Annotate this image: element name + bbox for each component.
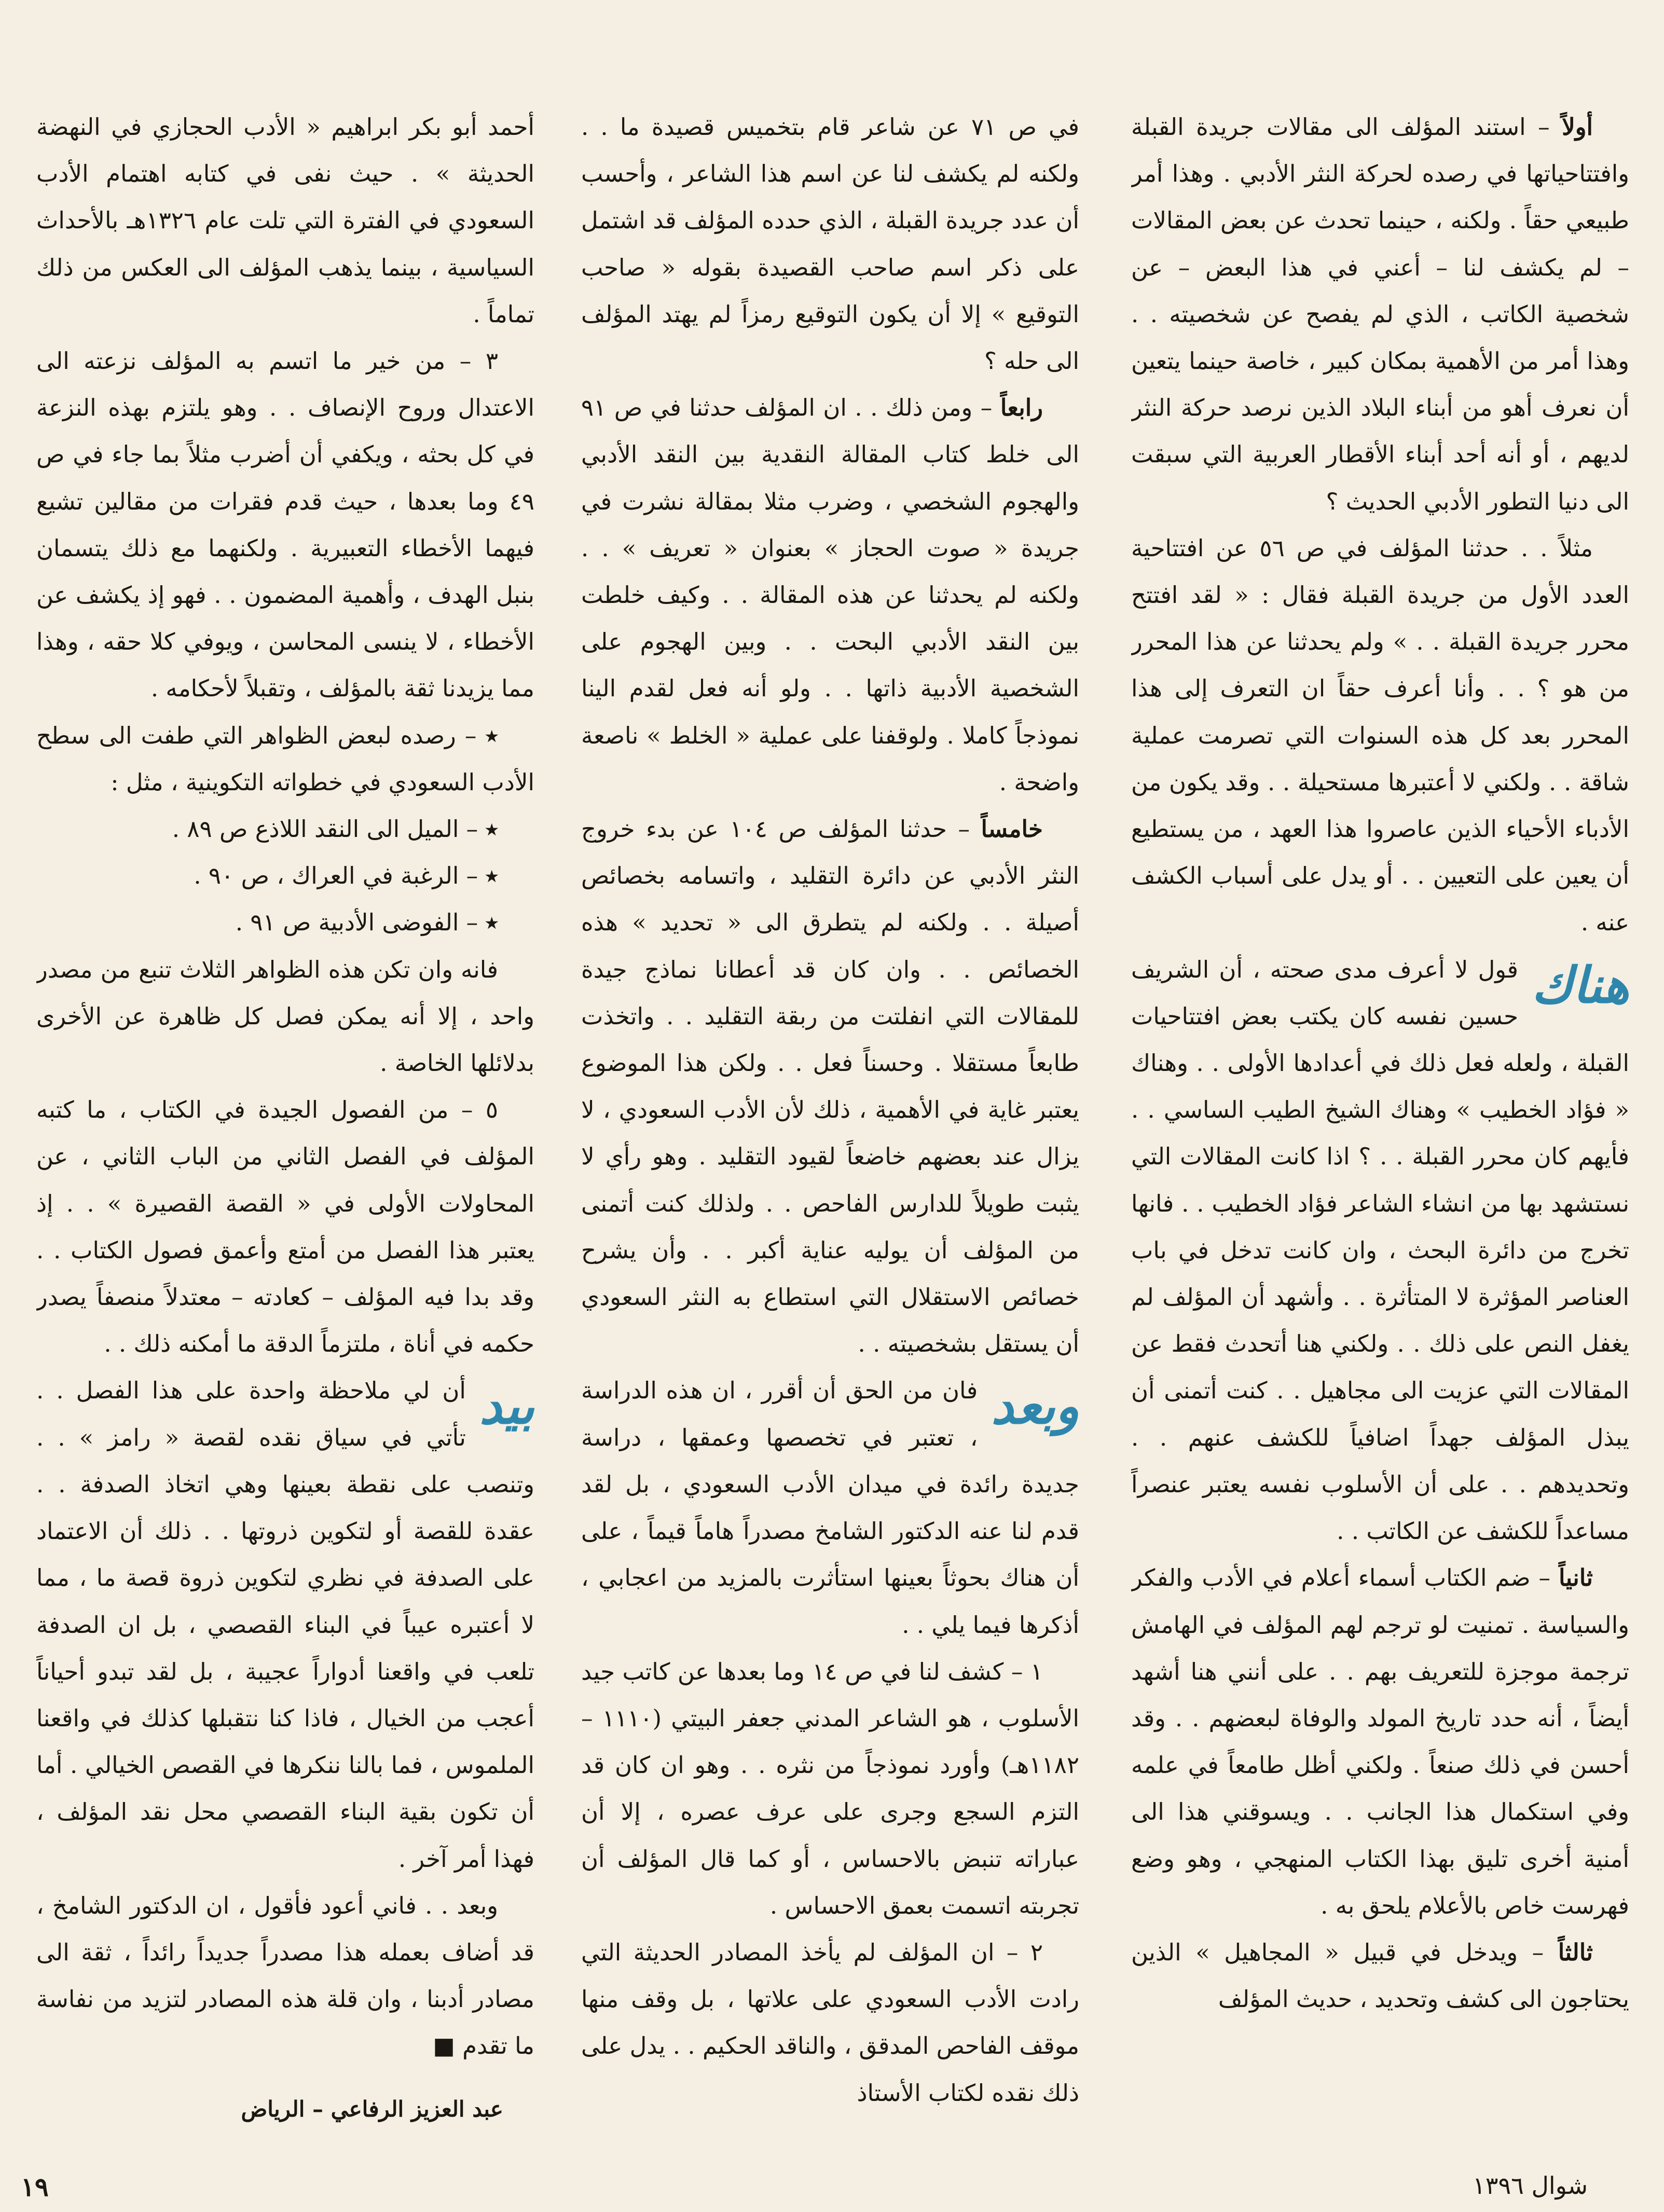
paragraph-text: ٥ – من الفصول الجيدة في الكتاب ، ما كتبه المؤلف في الفصل الثاني من الباب الثاني ، عن المحاولات الأولى في « القصة القصيرة » . . إذ يعتبر هذا الفصل من أمتع وأعمق فصول الكتاب . . وقد بدا فيه المؤلف – كعادته – معتدلاً منصفاً يصدر حكمه في أناة ، ملتزماً الدقة ما أمكنه ذلك . . [36, 1096, 534, 1358]
paragraph [36, 806, 534, 853]
paragraph-text: أن لي ملاحظة واحدة على هذا الفصل . . تأتي في سياق نقده لقصة « رامز » . . وتنصب على نقطة بعينها وهي اتخاذ الصدفة . . عقدة للقصة أو لتكوين ذروتها . . ذلك أن الاعتماد على الصدفة في نظري لتكوين ذروة قصة ما ، مما لا أعتبره عيباً في البناء القصصي ، بل ان الصدفة تلعب في واقعنا أدواراً عجيبة ، بل لقد تبدو أحياناً أعجب من الخيال ، فاذا كنا نتقبلها كذلك في واقعنا الملموس ، فما بالنا ننكرها في القصص الخيالي . أما أن تكون بقية البناء القصصي محل نقد المؤلف ، فهذا أمر آخر . [36, 1377, 534, 1873]
paragraph-text: – الرغبة في العراك ، ص ٩٠ . [194, 862, 486, 890]
paragraph-text: – رصده لبعض الظواهر التي طفت الى سطح الأدب السعودي في خطواته التكوينية ، مثل : [36, 721, 534, 796]
paragraph-text: – الفوضى الأدبية ص ٩١ . [235, 909, 486, 937]
paragraph [36, 1883, 534, 2070]
column-right [1131, 104, 1629, 2164]
paragraph [36, 338, 534, 712]
paragraph [1131, 1555, 1629, 1929]
paragraph [36, 946, 534, 1087]
bullet-star: ٭ [485, 862, 498, 890]
paragraph-text: وبعد . . فاني أعود فأقول ، ان الدكتور الشامخ ، قد أضاف بعمله هذا مصدراً جديداً رائداً ، ثقة الى مصادر أدبنا ، وان قلة هذه المصادر لتزيد من نفاسة ما تقدم ■ [36, 1891, 534, 2060]
paragraph [36, 104, 534, 338]
paragraph [36, 712, 534, 806]
column-left [36, 104, 534, 2159]
author-signature: عبد العزيز الرفاعي – الرياض [241, 2096, 503, 2122]
paragraph [581, 384, 1079, 806]
paragraph [36, 1367, 534, 1882]
paragraph-text: في ص ٧١ عن شاعر قام بتخميس قصيدة ما . . ولكنه لم يكشف لنا عن اسم هذا الشاعر ، وأحسب أن عدد جريدة القبلة ، الذي حدده المؤلف قد اشتمل على ذكر اسم صاحب القصيدة بقوله « صاحب التوقيع » إلا أن يكون التوقيع رمزاً لم يهتد المؤلف الى حله ؟ [581, 113, 1079, 375]
paragraph [581, 806, 1079, 1367]
paragraph-text: ٢ – ان المؤلف لم يأخذ المصادر الحديثة التي رادت الأدب السعودي على علاتها ، بل وقف منها موقف الفاحص المدقق ، والناقد الحكيم . . يدل على ذلك نقده لكتاب الأستاذ [581, 1938, 1079, 2107]
paragraph [581, 1648, 1079, 1929]
paragraph [581, 1929, 1079, 2117]
paragraph-text: قول لا أعرف مدى صحته ، أن الشريف حسين نفسه كان يكتب بعض افتتاحيات القبلة ، ولعله فعل ذلك في أعدادها الأولى . . وهناك « فؤاد الخطيب » وهناك الشيخ الطيب الساسي . . فأيهم كان محرر القبلة . . ؟ اذا كانت المقالات التي نستشهد بها من انشاء الشاعر فؤاد الخطيب . . فانها تخرج من دائرة البحث ، وان كانت تدخل في باب العناصر المؤثرة لا المتأثرة . . وأشهد أن المؤلف لم يغفل النص على ذلك . . ولكني هنا أتحدث فقط عن المقالات التي عزيت الى مجاهيل . . كنت أتمنى أن يبذل المؤلف جهداً اضافياً للكشف عنهم . . وتحديدهم . . على أن الأسلوب نفسه يعتبر عنصراً مساعداً للكشف عن الكاتب . . [1131, 955, 1629, 1545]
paragraph [1131, 1929, 1629, 2023]
drop-heading: بيد [479, 1377, 534, 1436]
paragraph-text: فانه وان تكن هذه الظواهر الثلاث تنبع من مصدر واحد ، إلا أنه يمكن فصل كل ظاهرة عن الأخرى بدلائلها الخاصة . [36, 955, 534, 1077]
paragraph-text: فان من الحق أن أقرر ، ان هذه الدراسة ، تعتبر في تخصصها وعمقها ، دراسة جديدة رائدة في ميدان الأدب السعودي ، بل لقد قدم لنا عنه الدكتور الشامخ مصدراً هاماً قيماً ، على أن هناك بحوثاً بعينها استأثرت بالمزيد من اعجابي ، أذكرها فيما يلي . . [581, 1377, 1079, 1639]
drop-heading: وبعد [991, 1377, 1079, 1436]
column-middle [581, 104, 1079, 2164]
paragraph-text: – ويدخل في قبيل « المجاهيل » الذين يحتاجون الى كشف وتحديد ، حديث المؤلف [1131, 1938, 1629, 2013]
paragraph [36, 899, 534, 946]
paragraph-text: – الميل الى النقد اللاذع ص ٨٩ . [172, 815, 486, 843]
paragraph-text: مثلاً . . حدثنا المؤلف في ص ٥٦ عن افتتاحية العدد الأول من جريدة القبلة فقال : « لقد افتتح محرر جريدة القبلة . . » ولم يحدثنا عن هذا المحرر من هو ؟ . . وأنا أعرف حقاً ان التعرف إلى هذا المحرر بعد كل هذه السنوات التي تصرمت عملية شاقة . . ولكني لا أعتبرها مستحيلة . . وقد يكون من الأدباء الأحياء الذين عاصروا هذا العهد ، من يستطيع أن يعين على التعيين . . أو يدل على أسباب الكشف عنه . [1131, 534, 1629, 937]
bullet-star: ٭ [485, 909, 498, 937]
paragraph-text: – ومن ذلك . . ان المؤلف حدثنا في ص ٩١ الى خلط كتاب المقالة النقدية بين النقد الأدبي والهجوم الشخصي ، وضرب مثلا بمقالة نشرت في جريدة « صوت الحجاز » بعنوان « تعريف » . . ولكنه لم يحدثنا عن هذه المقالة . . وكيف خلطت بين النقد الأدبي البحت . . وبين الهجوم على الشخصية الأدبية ذاتها . . ولو أنه فعل لقدم الينا نموذجاً كاملا . ولوقفنا على عملية « الخلط » ناصعة واضحة . [581, 394, 1079, 796]
paragraph [581, 104, 1079, 384]
lead-word: ثانياً [1558, 1564, 1593, 1592]
paragraph [36, 1087, 534, 1367]
page-number: ١٩ [21, 2172, 49, 2202]
lead-word: ثالثاً [1558, 1938, 1593, 1966]
paragraph [581, 1367, 1079, 1648]
paragraph-text: – ضم الكتاب أسماء أعلام في الأدب والفكر والسياسة . تمنيت لو ترجم لهم المؤلف في الهامش ترجمة موجزة للتعريف بهم . . على أنني هنا أشهد أيضاً ، أنه حدد تاريخ المولد والوفاة لبعضهم . . وقد أحسن في ذلك صنعاً . ولكني أظل طامعاً في علمه وفي استكمال هذا الجانب . . ويسوقني هذا الى أمنية أخرى تليق بهذا الكتاب المنهجي ، وهو وضع فهرست خاص بالأعلام يلحق به . [1131, 1564, 1629, 1919]
issue-date: شوال ١٣٩٦ [1473, 2172, 1588, 2200]
paragraph-text: ٣ – من خير ما اتسم به المؤلف نزعته الى الاعتدال وروح الإنصاف . . وهو يلتزم بهذه النزعة في كل بحثه ، ويكفي أن أضرب مثلاً بما جاء في ص ٤٩ وما بعدها ، حيث قدم فقرات من مقالين تشيع فيهما الأخطاء التعبيرية . ولكنهما مع ذلك يتسمان بنبل الهدف ، وأهمية المضمون . . فهو إذ يكشف عن الأخطاء ، لا ينسى المحاسن ، ويوفي كلا حقه ، وهذا مما يزيدنا ثقة بالمؤلف ، وتقبلاً لأحكامه . [36, 347, 534, 703]
bullet-star: ٭ [485, 815, 498, 843]
paragraph-text: – حدثنا المؤلف ص ١٠٤ عن بدء خروج النثر الأدبي عن دائرة التقليد ، واتسامه بخصائص أصيلة . . ولكنه لم يتطرق الى « تحديد » هذه الخصائص . . وان كان قد أعطانا نماذج جيدة للمقالات التي انفلتت من ربقة التقليد . . واتخذت طابعاً مستقلا . وحسناً فعل . . ولكن هذا الموضوع يعتبر غاية في الأهمية ، ذلك لأن الأدب السعودي ، لا يزال عند بعضهم خاضعاً لقيود التقليد . وهو رأي لا يثبت طويلاً للدارس الفاحص . . ولذلك كنت أتمنى من المؤلف أن يوليه عناية أكبر . . وأن يشرح خصائص الاستقلال التي استطاع به النثر السعودي أن يستقل بشخصيته . . [581, 815, 1079, 1358]
lead-word: أولاً [1562, 113, 1593, 141]
paragraph [1131, 525, 1629, 946]
lead-word: خامساً [981, 815, 1043, 843]
paragraph-text: أحمد أبو بكر ابراهيم « الأدب الحجازي في النهضة الحديثة » . حيث نفى في كتابه اهتمام الأدب السعودي في الفترة التي تلت عام ١٣٢٦هـ بالأحداث السياسية ، بينما يذهب المؤلف الى العكس من ذلك تماماً . [36, 113, 534, 328]
paragraph-text: ١ – كشف لنا في ص ١٤ وما بعدها عن كاتب جيد الأسلوب ، هو الشاعر المدني جعفر البيتي (١١١٠ – ١١٨٢هـ) وأورد نموذجاً من نثره . . وهو ان كان قد التزم السجع وجرى على عرف عصره ، إلا أن عباراته تنبض بالاحساس ، أو كما قال المؤلف أن تجربته اتسمت بعمق الاحساس . [581, 1657, 1079, 1919]
lead-word: رابعاً [1000, 394, 1043, 422]
paragraph [36, 853, 534, 899]
paragraph [1131, 946, 1629, 1555]
paragraph-text: – استند المؤلف الى مقالات جريدة القبلة وافتتاحياتها في رصده لحركة النثر الأدبي . وهذا أمر طبيعي حقاً . ولكنه ، حينما تحدث عن بعض المقالات – لم يكشف لنا – أعني في هذا البعض – عن شخصية الكاتب ، الذي لم يفصح عن شخصيته . . وهذا أمر من الأهمية بمكان كبير ، خاصة حينما يتعين أن نعرف أهو من أبناء البلاد الذين نرصد حركة النثر لديهم ، أو أنه أحد أبناء الأقطار العربية التي سبقت الى دنيا التطور الأدبي الحديث ؟ [1131, 113, 1629, 515]
bullet-star: ٭ [485, 721, 498, 749]
drop-heading: هناك [1532, 955, 1629, 1014]
paragraph [1131, 104, 1629, 525]
